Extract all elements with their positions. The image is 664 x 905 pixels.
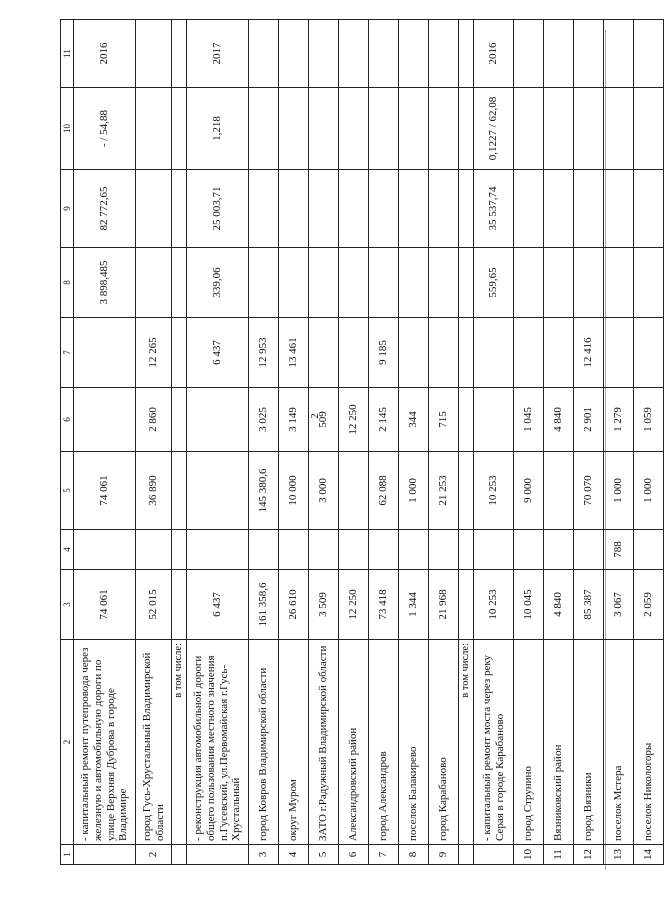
table-row [574,20,604,865]
cell-col-3: 52 015 [136,570,172,640]
cell-col-5 [187,452,249,530]
cell-col-5: 36 890 [136,452,172,530]
cell-col-7: 12 953 [249,318,279,388]
cell-col-8 [429,248,459,318]
cell-col-10 [136,88,172,170]
cell-empty [172,452,187,530]
column-number-2: 2 [61,640,74,845]
cell-empty [172,88,187,170]
subheading-row [459,20,474,865]
cell-empty [459,88,474,170]
page-number: 2 [308,413,321,419]
row-number: 3 [249,845,279,865]
cell-col-9 [309,170,339,248]
column-number-10: 10 [61,88,74,170]
cell-col-4 [544,530,574,570]
row-number: 12 [574,845,604,865]
cell-col-5: 1 000 [399,452,429,530]
row-name: город Вязники [574,640,604,845]
cell-col-9 [544,170,574,248]
cell-empty [459,845,474,865]
table-row [187,20,249,865]
cell-col-10 [634,88,664,170]
cell-col-4 [574,530,604,570]
cell-col-3: 12 250 [339,570,369,640]
cell-col-6: 2 901 [574,388,604,452]
subheading-label: в том числе: [459,640,474,845]
cell-col-10 [429,88,459,170]
cell-col-7 [309,318,339,388]
cell-col-5: 10 253 [474,452,514,530]
row-number: 14 [634,845,664,865]
cell-col-4: 788 [604,530,634,570]
cell-col-10 [339,88,369,170]
cell-col-10 [574,88,604,170]
cell-col-11 [634,20,664,88]
column-number-5: 5 [61,452,74,530]
cell-col-6: 12 250 [339,388,369,452]
cell-col-11 [339,20,369,88]
cell-col-4 [339,530,369,570]
cell-col-9 [369,170,399,248]
cell-col-8: 3 898,485 [74,248,136,318]
cell-col-3: 21 968 [429,570,459,640]
cell-col-4 [74,530,136,570]
row-name: город Струнино [514,640,544,845]
row-number: 4 [279,845,309,865]
cell-col-7 [339,318,369,388]
cell-empty [172,170,187,248]
cell-col-8 [544,248,574,318]
cell-col-9 [604,170,634,248]
cell-col-9: 35 537,74 [474,170,514,248]
cell-col-10 [544,88,574,170]
cell-col-10: 1,218 [187,88,249,170]
cell-col-3: 26 610 [279,570,309,640]
cell-col-9 [136,170,172,248]
cell-col-4 [279,530,309,570]
cell-col-4 [187,530,249,570]
cell-empty [172,388,187,452]
cell-col-4 [136,530,172,570]
cell-col-3: 10 253 [474,570,514,640]
cell-col-5: 145 380,6 [249,452,279,530]
row-name: город Александров [369,640,399,845]
cell-empty [459,20,474,88]
cell-col-7 [74,318,136,388]
column-number-11: 11 [61,20,74,88]
cell-col-9 [514,170,544,248]
cell-col-3: 73 418 [369,570,399,640]
cell-col-3: 74 061 [74,570,136,640]
row-number: 13 [604,845,634,865]
cell-col-5: 74 061 [74,452,136,530]
cell-col-3: 10 045 [514,570,544,640]
cell-col-6: 1 279 [604,388,634,452]
row-name: - капитальный ремонт моста через реку Серая в городе Карабаново [474,640,514,845]
row-name: Вязниковский район [544,640,574,845]
row-name: - реконструкция автомобильной дороги общего пользования местного значения п.Гусевский, ул.Первомайская г.Гусь-Хрустальный [187,640,249,845]
cell-col-6: 2 145 [369,388,399,452]
cell-col-8: 559,65 [474,248,514,318]
cell-col-7 [544,318,574,388]
row-number [74,845,136,865]
cell-col-11: 2017 [187,20,249,88]
row-name: Александровский район [339,640,369,845]
column-number-7: 7 [61,318,74,388]
cell-col-11 [279,20,309,88]
cell-empty [172,570,187,640]
cell-empty [459,452,474,530]
cell-col-10 [369,88,399,170]
cell-empty [459,248,474,318]
subheading-row [172,20,187,865]
cell-col-11 [369,20,399,88]
cell-col-8 [514,248,544,318]
table-row [369,20,399,865]
table-row [399,20,429,865]
cell-col-11: 2016 [74,20,136,88]
cell-col-8 [309,248,339,318]
cell-col-11 [429,20,459,88]
cell-col-5: 3 000 [309,452,339,530]
cell-col-11 [399,20,429,88]
row-number: 10 [514,845,544,865]
table-row [429,20,459,865]
table-row [279,20,309,865]
cell-col-3: 85 387 [574,570,604,640]
cell-col-9 [429,170,459,248]
cell-col-4 [514,530,544,570]
cell-col-7: 9 185 [369,318,399,388]
cell-col-11 [136,20,172,88]
cell-empty [459,318,474,388]
cell-col-6: 3 149 [279,388,309,452]
row-name: ЗАТО г.Радужный Владимирской области [309,640,339,845]
cell-col-3: 161 358,6 [249,570,279,640]
cell-col-8 [604,248,634,318]
column-number-4: 4 [61,530,74,570]
cell-col-8 [136,248,172,318]
cell-col-7: 13 461 [279,318,309,388]
cell-empty [459,170,474,248]
cell-col-7 [514,318,544,388]
cell-col-6 [474,388,514,452]
cell-col-9: 82 772,65 [74,170,136,248]
row-name: поселок Никологоры [634,640,664,845]
cell-col-5: 62 088 [369,452,399,530]
cell-col-5: 1 000 [634,452,664,530]
cell-col-9 [574,170,604,248]
column-number-8: 8 [61,248,74,318]
cell-col-8 [634,248,664,318]
column-number-1: 1 [61,845,74,865]
cell-col-3: 1 344 [399,570,429,640]
cell-col-7 [634,318,664,388]
cell-col-10: 0,1227 / 62,08 [474,88,514,170]
cell-col-7 [604,318,634,388]
cell-col-5: 10 000 [279,452,309,530]
cell-col-5: 9 000 [514,452,544,530]
cell-col-7 [429,318,459,388]
cell-col-6 [74,388,136,452]
cell-col-11 [514,20,544,88]
table-row [339,20,369,865]
cell-col-3: 3 067 [604,570,634,640]
row-number: 9 [429,845,459,865]
cell-col-4 [369,530,399,570]
cell-col-8 [399,248,429,318]
cell-col-8 [574,248,604,318]
cell-col-8 [279,248,309,318]
table-body [74,20,664,865]
cell-empty [172,530,187,570]
row-number: 2 [136,845,172,865]
cell-col-10 [399,88,429,170]
table-row [634,20,664,865]
cell-col-9: 25 003,71 [187,170,249,248]
cell-col-6: 715 [429,388,459,452]
cell-col-11 [544,20,574,88]
cell-col-7: 6 437 [187,318,249,388]
cell-col-5 [544,452,574,530]
cell-col-4 [309,530,339,570]
cell-empty [459,530,474,570]
cell-col-9 [279,170,309,248]
cell-col-10 [249,88,279,170]
row-name: округ Муром [279,640,309,845]
cell-col-8 [369,248,399,318]
cell-col-4 [429,530,459,570]
cell-col-11: 2016 [474,20,514,88]
row-name: город Гусь-Хрустальный Владимирской области [136,640,172,845]
cell-col-6: 509 [309,388,339,452]
row-number: 7 [369,845,399,865]
cell-col-5: 70 070 [574,452,604,530]
column-numbers-header [61,20,74,865]
row-number: 6 [339,845,369,865]
cell-col-4 [474,530,514,570]
cell-col-9 [339,170,369,248]
cell-col-11 [309,20,339,88]
cell-col-10 [514,88,544,170]
cell-col-9 [634,170,664,248]
table-row [474,20,514,865]
cell-col-6 [187,388,249,452]
cell-col-6: 344 [399,388,429,452]
cell-col-8: 339,06 [187,248,249,318]
cell-col-9 [399,170,429,248]
cell-col-7 [474,318,514,388]
cell-col-7: 12 416 [574,318,604,388]
cell-empty [172,20,187,88]
table-row [514,20,544,865]
table-row [309,20,339,865]
cell-col-9 [249,170,279,248]
row-name: поселок Мстера [604,640,634,845]
rotated-sheet [60,20,655,865]
cell-col-6: 4 840 [544,388,574,452]
row-number: 8 [399,845,429,865]
cell-empty [172,248,187,318]
table-row [249,20,279,865]
cell-empty [459,570,474,640]
row-name: город Ковров Владимирской области [249,640,279,845]
cell-col-11 [604,20,634,88]
cell-col-4 [399,530,429,570]
cell-col-8 [249,248,279,318]
cell-col-3: 2 059 [634,570,664,640]
row-name: город Карабаново [429,640,459,845]
cell-col-6: 3 025 [249,388,279,452]
cell-col-10 [309,88,339,170]
cell-col-6: 1 045 [514,388,544,452]
table-row [136,20,172,865]
cell-col-11 [249,20,279,88]
cell-empty [172,318,187,388]
cell-col-10 [279,88,309,170]
cell-col-5: 1 000 [604,452,634,530]
cell-col-8 [339,248,369,318]
cell-col-11 [574,20,604,88]
row-number [187,845,249,865]
rotated-table-container [60,20,655,865]
cell-col-4 [634,530,664,570]
table-row [74,20,136,865]
row-number: 11 [544,845,574,865]
column-number-6: 6 [61,388,74,452]
cell-col-5: 21 253 [429,452,459,530]
cell-col-3: 4 840 [544,570,574,640]
cell-col-7 [399,318,429,388]
cell-empty [459,388,474,452]
cell-col-5 [339,452,369,530]
subheading-label: в том числе: [172,640,187,845]
table-row [544,20,574,865]
cell-col-6: 1 059 [634,388,664,452]
row-number [474,845,514,865]
cell-col-3: 3 509 [309,570,339,640]
row-number: 5 [309,845,339,865]
cell-col-7: 12 265 [136,318,172,388]
column-number-9: 9 [61,170,74,248]
row-name: - капитальный ремонт путепровода через железную и автомобильную дороги по улице Верхняя Дуброва в городе Владимире [74,640,136,845]
cell-col-6: 2 860 [136,388,172,452]
cell-col-4 [249,530,279,570]
table-row [604,20,634,865]
data-table [60,19,664,865]
column-number-3: 3 [61,570,74,640]
row-name: поселок Балакирево [399,640,429,845]
cell-empty [172,845,187,865]
cell-col-3: 6 437 [187,570,249,640]
cell-col-10 [604,88,634,170]
cell-col-10: - / 54,88 [74,88,136,170]
